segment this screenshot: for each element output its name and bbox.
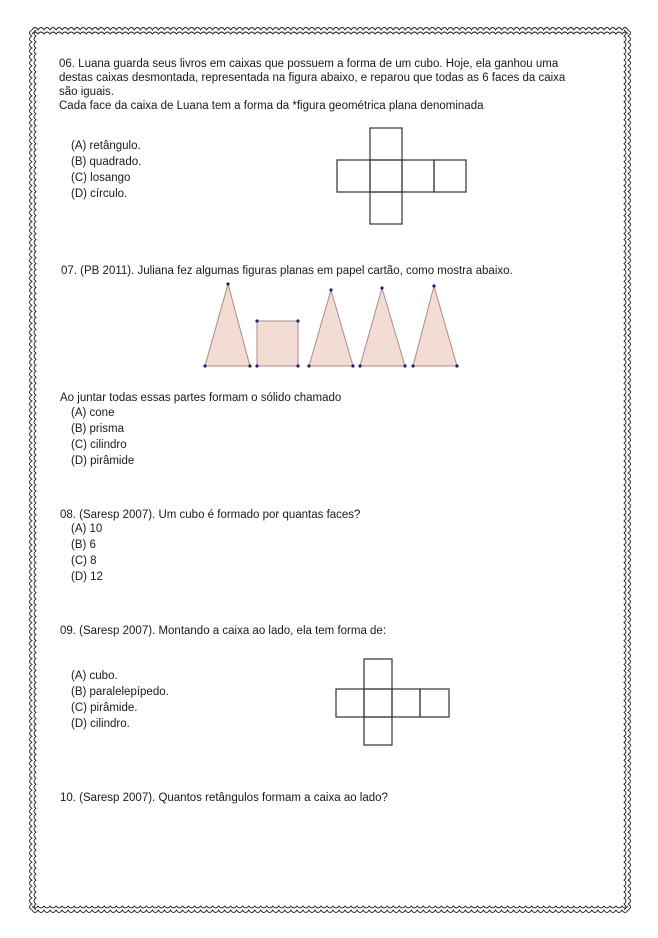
question-08-options	[71, 521, 103, 585]
question-07-options	[71, 405, 134, 469]
vertex-dot	[403, 364, 406, 367]
border-scallop	[32, 28, 628, 31]
border-scallop	[32, 32, 628, 34]
border-scallop	[628, 30, 631, 910]
question-09	[60, 624, 560, 638]
border-scallop	[34, 30, 36, 910]
question-07	[61, 264, 621, 278]
question-09-options	[71, 668, 169, 732]
border-scallop	[624, 30, 626, 910]
question-07-prompt-block	[60, 391, 460, 405]
border-scallop	[30, 30, 33, 910]
vertex-dot	[248, 364, 251, 367]
vertex-dot	[296, 364, 299, 367]
option-b[interactable]: (B) prisma	[71, 423, 125, 435]
option-c[interactable]: (C) 8	[71, 555, 97, 567]
option-a[interactable]: (A) cone	[71, 407, 115, 419]
question-06-line-1: 06. Luana guarda seus livros em caixas que possuem a forma de um cubo. Hoje, ela ganhou uma	[59, 58, 559, 70]
vertex-dot	[411, 364, 414, 367]
net-face	[364, 717, 392, 745]
question-08-text: 08. (Saresp 2007). Um cubo é formado por quantas faces?	[60, 509, 361, 521]
vertex-dot	[455, 364, 458, 367]
question-06-line-4: Cada face da caixa de Luana tem a forma da *figura geométrica plana denominada	[59, 100, 484, 112]
net-face	[364, 659, 392, 689]
net-face	[402, 160, 434, 192]
option-b[interactable]: (B) 6	[71, 539, 96, 551]
option-a[interactable]: (A) cubo.	[71, 670, 118, 682]
option-d[interactable]: (D) círculo.	[71, 188, 128, 200]
question-07-text: 07. (PB 2011). Juliana fez algumas figuras planas em papel cartão, como mostra abaixo.	[61, 265, 513, 277]
question-06-line-2: destas caixas desmontada, representada na figura abaixo, e reparou que todas as 6 faces da caixa	[59, 72, 566, 84]
triangle-face	[205, 284, 250, 366]
net-face	[434, 160, 466, 192]
option-d[interactable]: (D) pirâmide	[71, 455, 135, 467]
question-06-line-3: são iguais.	[59, 86, 114, 98]
net-face	[336, 689, 364, 717]
option-a[interactable]: (A) retângulo.	[71, 140, 141, 152]
vertex-dot	[203, 364, 206, 367]
question-07-prompt: Ao juntar todas essas partes formam o sólido chamado	[60, 392, 342, 404]
box-net-figure	[334, 657, 452, 749]
net-face	[370, 192, 402, 224]
option-c[interactable]: (C) cilindro	[71, 439, 127, 451]
option-d[interactable]: (D) 12	[71, 571, 103, 583]
option-a[interactable]: (A) 10	[71, 523, 103, 535]
vertex-dot	[329, 288, 332, 291]
option-c[interactable]: (C) losango	[71, 172, 131, 184]
net-face	[370, 160, 402, 192]
triangle-face	[309, 290, 353, 366]
square-base-face	[257, 321, 298, 366]
net-face	[364, 689, 392, 717]
question-10-text: 10. (Saresp 2007). Quantos retângulos formam a caixa ao lado?	[60, 792, 388, 804]
border-scallop	[32, 910, 628, 913]
vertex-dot	[296, 319, 299, 322]
question-10	[60, 791, 560, 805]
question-06-options	[71, 138, 141, 202]
option-d[interactable]: (D) cilindro.	[71, 718, 130, 730]
vertex-dot	[380, 286, 383, 289]
vertex-dot	[255, 364, 258, 367]
question-08	[60, 508, 560, 522]
vertex-dot	[351, 364, 354, 367]
pyramid-faces-figure	[200, 280, 470, 375]
question-09-text: 09. (Saresp 2007). Montando a caixa ao lado, ela tem forma de:	[60, 625, 387, 637]
cube-net-figure	[335, 126, 469, 226]
question-06	[59, 57, 619, 113]
vertex-dot	[432, 284, 435, 287]
option-b[interactable]: (B) paralelepípedo.	[71, 686, 169, 698]
vertex-dot	[226, 282, 229, 285]
vertex-dot	[307, 364, 310, 367]
option-b[interactable]: (B) quadrado.	[71, 156, 142, 168]
net-face	[420, 689, 449, 717]
vertex-dot	[255, 319, 258, 322]
triangle-face	[413, 286, 457, 366]
net-face	[370, 128, 402, 160]
vertex-dot	[358, 364, 361, 367]
net-face	[337, 160, 370, 192]
option-c[interactable]: (C) pirâmide.	[71, 702, 138, 714]
net-face	[392, 689, 420, 717]
triangle-face	[360, 288, 405, 366]
border-scallop	[32, 906, 628, 908]
